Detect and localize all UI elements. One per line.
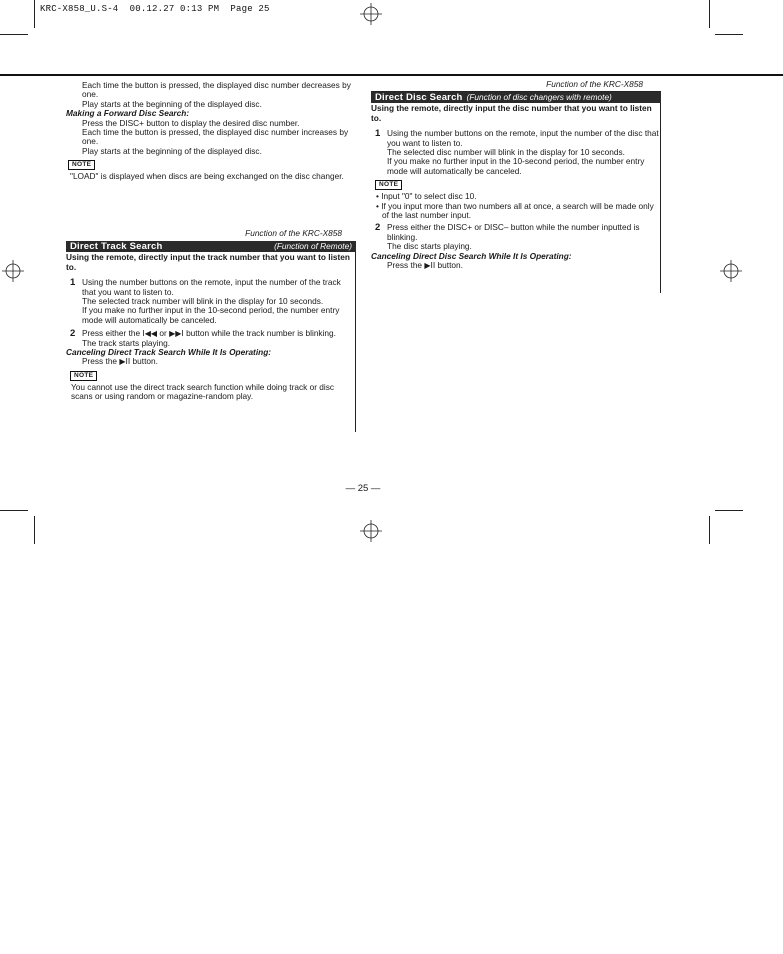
- section-subtitle: (Function of Remote): [274, 241, 352, 252]
- direct-track-search-section: [66, 229, 356, 402]
- step-2: [66, 329, 356, 348]
- crop-mark: [0, 34, 28, 35]
- play-pause-icon: ▶II: [424, 261, 436, 271]
- step-text: Press either the I◀◀ or ▶▶I button while the track number is blinking.: [82, 328, 336, 339]
- function-label: Function of the KRC-X858: [546, 79, 643, 89]
- text-line: Press the ▶II button.: [82, 356, 158, 367]
- crop-mark: [715, 510, 743, 511]
- step-number: 2: [70, 328, 76, 340]
- function-label: Function of the KRC-X858: [245, 228, 342, 238]
- step-text: The disc starts playing.: [387, 241, 472, 252]
- step-text: The selected disc number will blink in the display for 10 seconds.: [387, 147, 625, 158]
- crop-mark: [709, 516, 710, 544]
- section-title-bar: [371, 92, 661, 103]
- registration-mark-icon: [360, 3, 382, 25]
- note-label: NOTE: [70, 371, 97, 381]
- step-text: The track starts playing.: [82, 337, 171, 348]
- section-intro: Using the remote, directly input the disc number that you want to listen to.: [371, 103, 652, 123]
- disc-search-continued: [66, 81, 352, 182]
- print-slug: KRC-X858_U.S-4 00.12.27 0:13 PM Page 25: [40, 4, 270, 14]
- registration-mark-icon: [720, 260, 742, 282]
- note-bullet: • If you input more than two numbers all at once, a search will be made only of the last number input.: [376, 200, 654, 221]
- section-subtitle: (Function of disc changers with remote): [466, 92, 612, 103]
- step-number: 1: [70, 277, 76, 289]
- step-1: [371, 129, 661, 176]
- skip-back-icon: I◀◀: [142, 329, 158, 339]
- note-label: NOTE: [68, 160, 95, 170]
- note-text: You cannot use the direct track search function while doing track or disc scans or using random or magazine-random play.: [71, 381, 335, 402]
- registration-mark-icon: [2, 260, 24, 282]
- step-2: [371, 223, 661, 251]
- text-line: Press the DISC+ button to display the desired disc number.: [82, 117, 300, 128]
- play-pause-icon: ▶II: [119, 357, 131, 367]
- direct-disc-search-section: [371, 80, 661, 271]
- step-text: If you make no further input in the 10-second period, the number entry mode will automatically be canceled.: [387, 156, 645, 176]
- section-title-bar: [66, 241, 356, 252]
- note-bullet: • Input "0" to select disc 10.: [376, 191, 477, 202]
- section-title: Direct Track Search: [70, 241, 163, 253]
- section-heading: Canceling Direct Disc Search While It Is Operating:: [371, 250, 572, 261]
- page-number: — 25 —: [345, 483, 381, 494]
- registration-mark-icon: [360, 520, 382, 542]
- step-number: 2: [375, 222, 381, 234]
- step-text: Using the number buttons on the remote, input the number of the track that you want to listen to.: [82, 277, 341, 297]
- step-text: If you make no further input in the 10-second period, the number entry mode will automatically be canceled.: [82, 305, 340, 325]
- section-heading: Canceling Direct Track Search While It Is Operating:: [66, 347, 272, 358]
- step-text: The selected track number will blink in the display for 10 seconds.: [82, 296, 324, 307]
- step-text: Press either the DISC+ or DISC– button while the number inputted is blinking.: [387, 222, 640, 242]
- text-line: Play starts at the beginning of the displayed disc.: [82, 98, 262, 109]
- step-number: 1: [375, 128, 381, 140]
- crop-mark: [715, 34, 743, 35]
- text-line: Play starts at the beginning of the displayed disc.: [82, 145, 262, 156]
- section-title: Direct Disc Search: [375, 92, 463, 104]
- crop-mark: [709, 0, 710, 28]
- crop-mark: [34, 516, 35, 544]
- text-line: Press the ▶II button.: [387, 260, 463, 271]
- crop-mark: [34, 0, 35, 28]
- step-text: Using the number buttons on the remote, input the number of the disc that you want to listen to.: [387, 128, 659, 148]
- crop-mark: [0, 510, 28, 511]
- text-line: Each time the button is pressed, the displayed disc number increases by one.: [82, 127, 349, 147]
- section-intro: Using the remote, directly input the track number that you want to listen to.: [66, 252, 350, 272]
- section-heading: Making a Forward Disc Search:: [66, 108, 190, 119]
- note-text: "LOAD" is displayed when discs are being exchanged on the disc changer.: [70, 171, 344, 182]
- note-label: NOTE: [375, 180, 402, 190]
- skip-forward-icon: ▶▶I: [169, 329, 184, 339]
- text-line: Each time the button is pressed, the displayed disc number decreases by one.: [82, 80, 351, 100]
- step-1: [66, 278, 356, 325]
- header-rule: [0, 74, 783, 76]
